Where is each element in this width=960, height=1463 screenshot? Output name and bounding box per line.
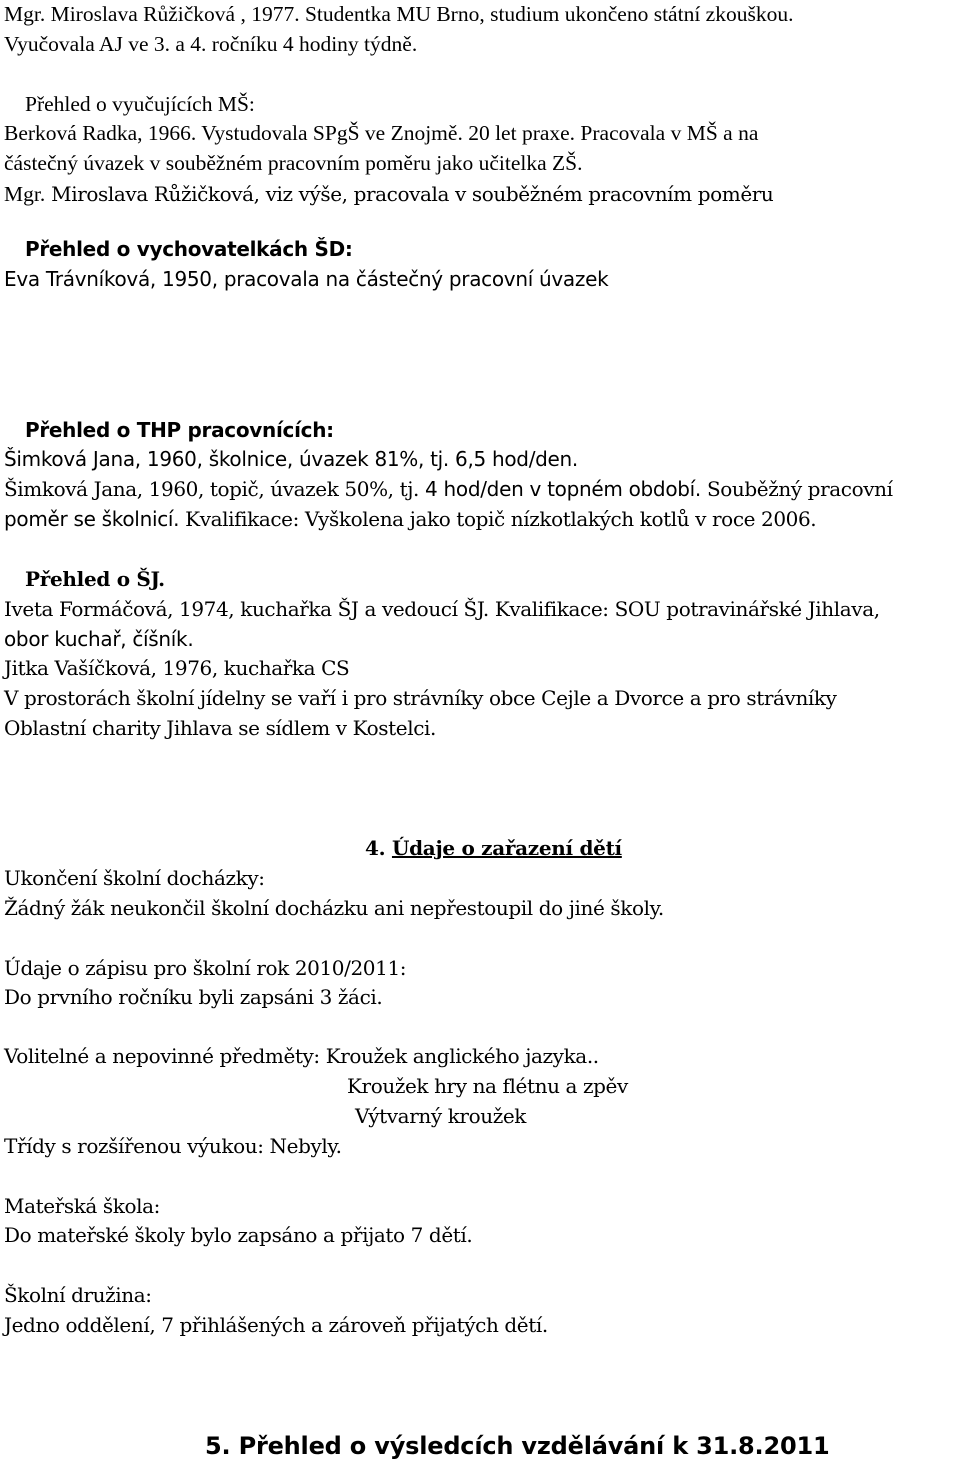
text-line: Údaje o zápisu pro školní rok 2010/2011:: [4, 956, 407, 980]
text-line: [4, 479, 893, 500]
text-fragment: poměr se školnicí.: [4, 507, 180, 531]
text-line: Školní družina:: [4, 1283, 152, 1307]
section-heading-5: 5. Přehled o výsledcích vzdělávání k 31.8.2011: [205, 1432, 830, 1460]
text-fragment: Miroslava Růžičková, viz výše, pracovala v souběžném pracovním poměru: [45, 182, 774, 206]
text-line: Třídy s rozšířenou výukou: Nebyly.: [4, 1134, 342, 1158]
text-fragment: 4 hod/den v topném období.: [419, 477, 701, 501]
text-line: Jitka Vašíčková, 1976, kuchařka CS: [4, 656, 350, 680]
section-number: 4.: [365, 836, 386, 860]
section-heading-sd: Přehled o vychovatelkách ŠD:: [25, 237, 353, 261]
text-line: Do prvního ročníku byli zapsáni 3 žáci.: [4, 985, 383, 1009]
text-fragment: Souběžný pracovní: [700, 477, 893, 501]
text-line: Výtvarný kroužek: [355, 1104, 526, 1128]
text-line: Jedno oddělení, 7 přihlášených a zároveň přijatých dětí.: [4, 1313, 548, 1337]
section-heading-4: [365, 838, 622, 858]
text-line: [4, 599, 880, 620]
text-fragment: Kvalifikace: Vyškolena jako topič nízkotlakých kotlů v roce 2006.: [179, 507, 817, 531]
text-fragment: Šimková Jana, 1960, topič, úvazek 50%, tj.: [4, 477, 419, 501]
text-line: Mateřská škola:: [4, 1194, 160, 1218]
text-line: Volitelné a nepovinné předměty: Kroužek anglického jazyka..: [4, 1044, 599, 1068]
section-title: Údaje o zařazení dětí: [391, 836, 622, 860]
text-line: Eva Trávníková, 1950, pracovala na částečný pracovní úvazek: [4, 267, 609, 291]
section-heading-thp: Přehled o THP pracovnících:: [25, 418, 334, 442]
text-line: Žádný žák neukončil školní docházku ani nepřestoupil do jiné školy.: [4, 896, 664, 920]
text-line: Šimková Jana, 1960, školnice, úvazek 81%, tj. 6,5 hod/den.: [4, 447, 578, 471]
text-line: V prostorách školní jídelny se vaří i pro strávníky obce Cejle a Dvorce a pro strávníky: [4, 686, 837, 710]
text-line: částečný úvazek v souběžném pracovním poměru jako učitelka ZŠ.: [4, 151, 583, 175]
text-line: Ukončení školní docházky:: [4, 866, 265, 890]
text-line: Kroužek hry na flétnu a zpěv: [347, 1074, 628, 1098]
text-line: Oblastní charity Jihlava se sídlem v Kostelci.: [4, 716, 436, 740]
text-fragment: Mgr.: [4, 182, 46, 206]
text-line: [4, 509, 816, 530]
text-line: Berková Radka, 1966. Vystudovala SPgŠ ve Znojmě. 20 let praxe. Pracovala v MŠ a na: [4, 121, 759, 145]
text-fragment: Iveta Formáčová, 1974, kuchařka ŠJ a vedoucí ŠJ.: [4, 597, 489, 621]
text-line: obor kuchař, číšník.: [4, 627, 194, 651]
text-fragment: Kvalifikace: SOU potravinářské Jihlava,: [488, 597, 880, 621]
text-line: [4, 184, 773, 206]
text-line: Do mateřské školy bylo zapsáno a přijato 7 dětí.: [4, 1223, 473, 1247]
text-line: Mgr. Miroslava Růžičková , 1977. Studentka MU Brno, studium ukončeno státní zkouškou.: [4, 2, 794, 26]
section-heading-sj: Přehled o ŠJ.: [25, 567, 165, 591]
section-heading-ms: Přehled o vyučujících MŠ:: [25, 92, 255, 116]
text-line: Vyučovala AJ ve 3. a 4. ročníku 4 hodiny týdně.: [4, 32, 418, 56]
